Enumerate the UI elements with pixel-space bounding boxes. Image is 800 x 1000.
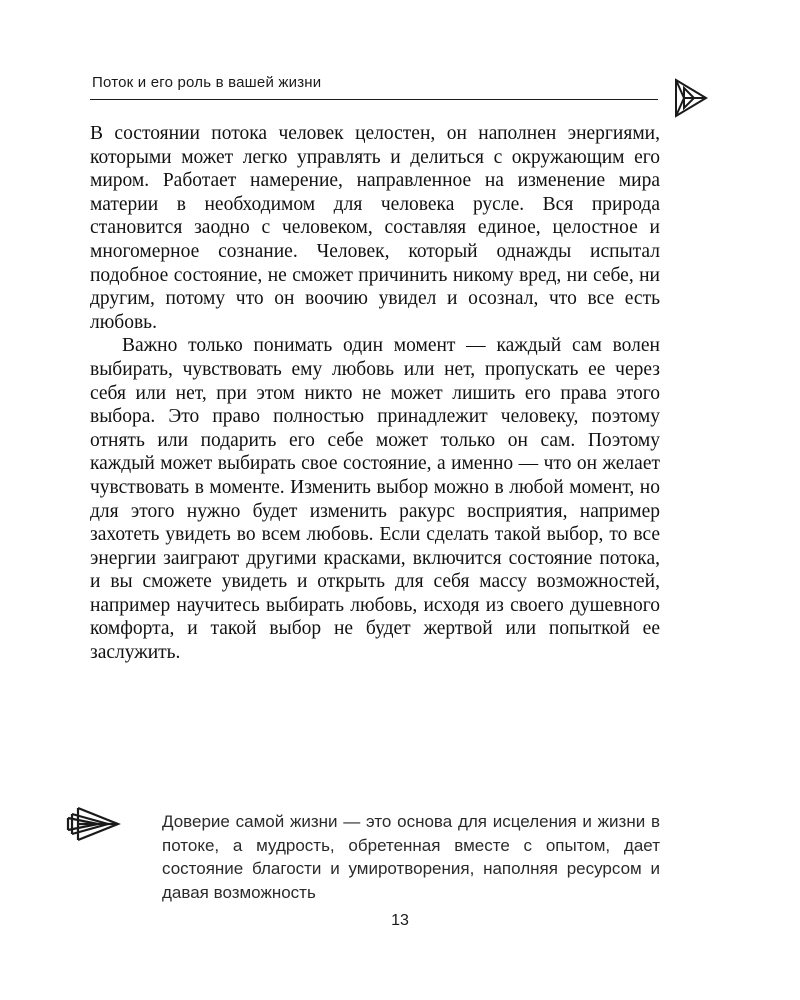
main-body-text [90, 122, 660, 665]
page-number: 13 [391, 912, 409, 929]
paragraph: В состоянии потока человек целостен, он наполнен энергиями, которыми может легко управлять и делиться с окружающим его миром. Работает намерение, направленное на изменение мира материи в необходимом для человека русле. Вся природа становится заодно с человеком, составляя единое, целостное и многомерное сознание. Человек, который однажды испытал подобное состояние, не сможет причинить никому вред, ни себе, ни другим, потому что он воочию увидел и осознал, что все есть любовь. [90, 123, 660, 333]
paragraph: Важно только понимать один момент — каждый сам волен выбирать, чувствовать ему любовь или нет, пропускать ее через себя или нет, при этом никто не может лишить его права этого выбора. Это право полностью принадлежит человеку, поэтому отнять или подарить его себе может только он сам. Поэтому каждый может выбирать свое состояние, а именно — что он желает чувствовать в моменте. Изменить выбор можно в любой момент, но для этого нужно будет изменить ракурс восприятия, например захотеть увидеть во всем любовь. Если сделать такой выбор, то все энергии заиграют другими красками, включится состояние потока, и вы сможете увидеть и открыть для себя массу возможностей, например научитесь выбирать любовь, исходя из своего душевного комфорта, и такой выбор не будет жертвой или попыткой ее заслужить. [90, 335, 660, 664]
triangle-arrow-icon [672, 76, 710, 120]
layered-arrow-icon [64, 804, 122, 844]
header-rule [90, 99, 658, 100]
running-header: Поток и его роль в вашей жизни [92, 74, 322, 91]
callout-quote: Доверие самой жизни — это основа для исцеления и жизни в потоке, а мудрость, обретенная вместе с опытом, дает состояние благости и умиротворения, наполняя ресурсом и давая возможность [162, 812, 660, 902]
